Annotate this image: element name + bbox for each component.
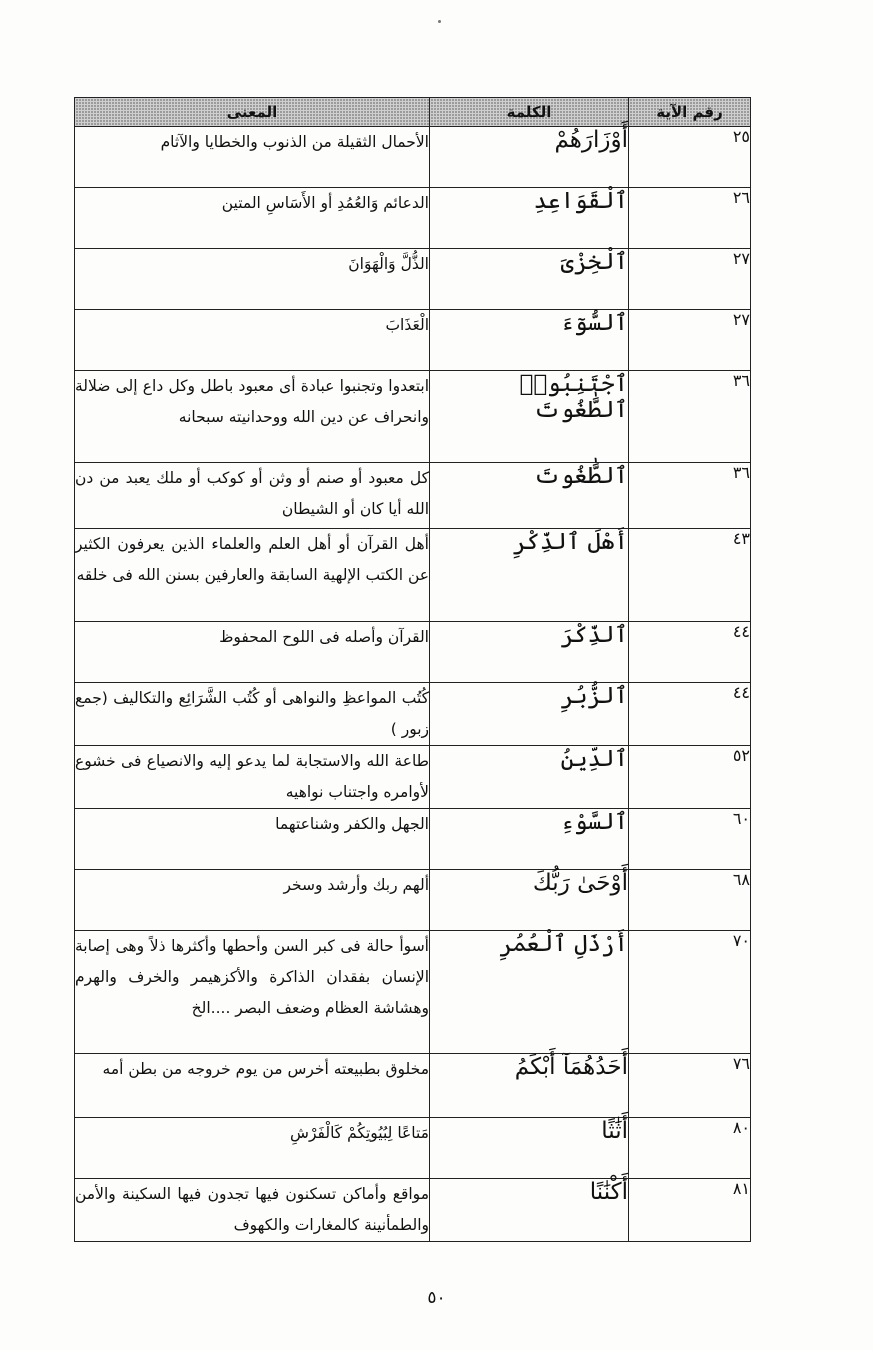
table-row bbox=[75, 809, 751, 870]
verse-number: ٤٣ bbox=[629, 529, 751, 622]
quran-word: ٱلطَّٰغُوتَ bbox=[430, 463, 629, 529]
word-meaning: الْعَذَابَ bbox=[75, 310, 430, 371]
header-word: الكلمة bbox=[430, 98, 629, 127]
quran-word: ٱلدِّينُ bbox=[430, 746, 629, 809]
quran-word: ٱلسَّوْءِ bbox=[430, 809, 629, 870]
verse-number: ٦٠ bbox=[629, 809, 751, 870]
table-row bbox=[75, 1179, 751, 1242]
table-row bbox=[75, 931, 751, 1054]
word-meaning: ابتعدوا وتجنبوا عبادة أى معبود باطل وكل داع إلى ضلالة وانحراف عن دين الله ووحدانيته سبحانه bbox=[75, 371, 430, 463]
table-row bbox=[75, 249, 751, 310]
verse-number: ٢٧ bbox=[629, 249, 751, 310]
table-header-row bbox=[75, 98, 751, 127]
header-meaning: المعنى bbox=[75, 98, 430, 127]
quran-word: ٱلزُّبُرِ bbox=[430, 683, 629, 746]
word-meaning: ألهم ربك وأرشد وسخر bbox=[75, 870, 430, 931]
word-meaning: الدعائم وَالعُمُدِ أو الأَسَاسِ المتين bbox=[75, 188, 430, 249]
quran-word: أَثَٰثًا bbox=[430, 1118, 629, 1179]
word-meaning: مواقع وأماكن تسكنون فيها تجدون فيها السكينة والأمن والطمأنينة كالمغارات والكهوف bbox=[75, 1179, 430, 1242]
quran-word: ٱجْتَنِبُوا۟ ٱلطَّٰغُوتَ bbox=[430, 371, 629, 463]
word-meaning: الأحمال الثقيلة من الذنوب والخطايا والآثام bbox=[75, 127, 430, 188]
word-meaning: الذُّلَّ وَالْهَوَانَ bbox=[75, 249, 430, 310]
table-row bbox=[75, 529, 751, 622]
verse-number: ٨٠ bbox=[629, 1118, 751, 1179]
quran-word: ٱلذِّكْرَ bbox=[430, 622, 629, 683]
table-row bbox=[75, 1118, 751, 1179]
quran-word: أَوْزَارَهُمْ bbox=[430, 127, 629, 188]
scan-speck bbox=[438, 20, 441, 23]
table-row bbox=[75, 683, 751, 746]
quran-word: ٱلْخِزْىَ bbox=[430, 249, 629, 310]
quran-word: أَهْلَ ٱلذِّكْرِ bbox=[430, 529, 629, 622]
table-row bbox=[75, 188, 751, 249]
verse-number: ٤٤ bbox=[629, 683, 751, 746]
verse-number: ٦٨ bbox=[629, 870, 751, 931]
verse-number: ٢٥ bbox=[629, 127, 751, 188]
verse-number: ٨١ bbox=[629, 1179, 751, 1242]
verse-number: ٢٧ bbox=[629, 310, 751, 371]
word-meaning: مخلوق بطبيعته أخرس من يوم خروجه من بطن أمه bbox=[75, 1054, 430, 1118]
table-row bbox=[75, 1054, 751, 1118]
quran-word: أَحَدُهُمَآ أَبْكَمُ bbox=[430, 1054, 629, 1118]
word-meaning: كل معبود أو صنم أو وثن أو كوكب أو ملك يعبد من دن الله أيا كان أو الشيطان bbox=[75, 463, 430, 529]
table-row bbox=[75, 127, 751, 188]
word-meaning: مَتاعًا لِبُيُوتِكُمْ كَالْفَرْشِ bbox=[75, 1118, 430, 1179]
page-number: ٥٠ bbox=[427, 1288, 446, 1308]
quran-word: ٱلْقَوَاعِدِ bbox=[430, 188, 629, 249]
quran-word: أَرْذَلِ ٱلْعُمُرِ bbox=[430, 931, 629, 1054]
table-row bbox=[75, 463, 751, 529]
table-row bbox=[75, 622, 751, 683]
table-row bbox=[75, 310, 751, 371]
table-row bbox=[75, 870, 751, 931]
verse-number: ٤٤ bbox=[629, 622, 751, 683]
vocabulary-table bbox=[74, 97, 751, 1242]
quran-word: أَوْحَىٰ رَبُّكَ bbox=[430, 870, 629, 931]
word-meaning: الجهل والكفر وشناعتهما bbox=[75, 809, 430, 870]
verse-number: ٥٢ bbox=[629, 746, 751, 809]
table-row bbox=[75, 746, 751, 809]
table-row bbox=[75, 371, 751, 463]
word-meaning: أسوأ حالة فى كبر السن وأحطها وأكثرها ذلاً وهى إصابة الإنسان بفقدان الذاكرة والأكزهيمر والخرف والهرم وهشاشة العظام وضعف البصر ....الخ bbox=[75, 931, 430, 1054]
word-meaning: طاعة الله والاستجابة لما يدعو إليه والانصياع فى خشوع لأوامره واجتناب نواهيه bbox=[75, 746, 430, 809]
verse-number: ٣٦ bbox=[629, 371, 751, 463]
verse-number: ٧٠ bbox=[629, 931, 751, 1054]
quran-word: ٱلسُّوٓءَ bbox=[430, 310, 629, 371]
verse-number: ٧٦ bbox=[629, 1054, 751, 1118]
word-meaning: القرآن وأصله فى اللوح المحفوظ bbox=[75, 622, 430, 683]
word-meaning: كُتُب المواعظِ والنواهى أو كُتُب الشَّرَائِع والتكاليف (جمع زبور ) bbox=[75, 683, 430, 746]
verse-number: ٢٦ bbox=[629, 188, 751, 249]
quran-word: أَكْنَٰنًا bbox=[430, 1179, 629, 1242]
word-meaning: أهل القرآن أو أهل العلم والعلماء الذين يعرفون الكثير عن الكتب الإلهية السابقة والعارفين بسنن الله فى خلقه bbox=[75, 529, 430, 622]
header-verse-number: رقم الآية bbox=[629, 98, 751, 127]
verse-number: ٣٦ bbox=[629, 463, 751, 529]
